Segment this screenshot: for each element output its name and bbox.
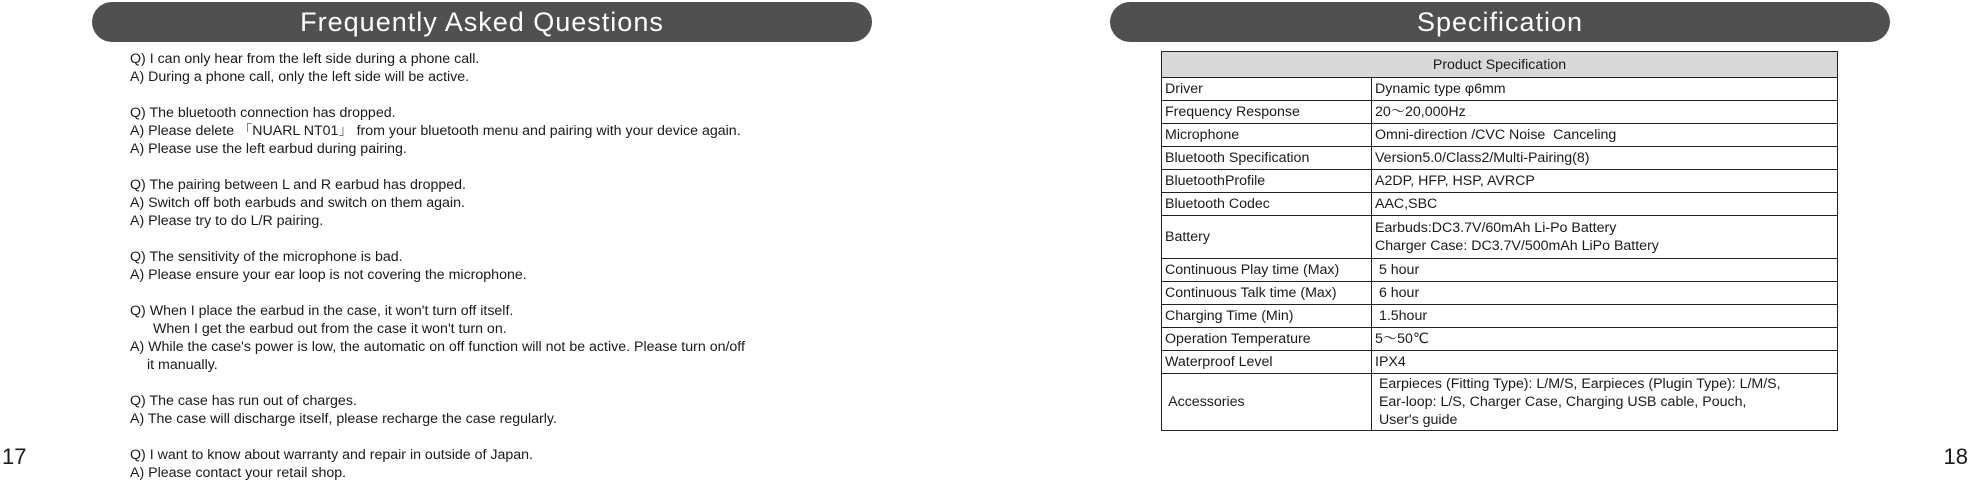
spec-value-line: 20〜20,000Hz	[1375, 104, 1466, 120]
spec-row	[1162, 374, 1838, 431]
faq-title-banner	[92, 2, 872, 42]
spec-value	[1372, 282, 1838, 305]
spec-value	[1372, 193, 1838, 216]
spec-value	[1372, 124, 1838, 147]
spec-value	[1372, 216, 1838, 259]
spec-value-line: 1.5hour	[1375, 308, 1428, 324]
faq-question: Q) The case has run out of charges.	[130, 393, 357, 409]
spec-table-header: Product Specification	[1162, 52, 1838, 78]
spec-row	[1162, 101, 1838, 124]
spec-value-line: Omni-direction /CVC Noise Canceling	[1375, 127, 1617, 143]
spec-value	[1372, 147, 1838, 170]
spec-value-line: 6 hour	[1375, 285, 1420, 301]
spec-label: Frequency Response	[1162, 101, 1372, 124]
spec-value-line: Ear-loop: L/S, Charger Case, Charging USB cable, Pouch,	[1375, 394, 1747, 410]
faq-answer: A) Please try to do L/R pairing.	[130, 213, 324, 229]
spec-row	[1162, 78, 1838, 101]
spec-value-line: User's guide	[1375, 412, 1458, 428]
spec-value-line: A2DP, HFP, HSP, AVRCP	[1375, 173, 1535, 189]
faq-item	[130, 104, 870, 158]
spec-row	[1162, 351, 1838, 374]
page-number-right: 18	[1943, 444, 1968, 469]
faq-question: Q) The bluetooth connection has dropped.	[130, 105, 396, 121]
spec-value-line: Version5.0/Class2/Multi-Pairing(8)	[1375, 150, 1590, 166]
spec-label: Waterproof Level	[1162, 351, 1372, 374]
spec-label: Bluetooth Specification	[1162, 147, 1372, 170]
faq-answer: A) Switch off both earbuds and switch on them again.	[130, 195, 465, 211]
spec-value	[1372, 78, 1838, 101]
spec-label: Operation Temperature	[1162, 328, 1372, 351]
spec-row	[1162, 193, 1838, 216]
faq-question: Q) I can only hear from the left side during a phone call.	[130, 51, 480, 67]
spec-label: Continuous Play time (Max)	[1162, 259, 1372, 282]
page-number-left: 17	[2, 444, 27, 469]
spec-label: Bluetooth Codec	[1162, 193, 1372, 216]
spec-label: Driver	[1162, 78, 1372, 101]
faq-list	[130, 50, 870, 500]
spec-row	[1162, 170, 1838, 193]
spec-value	[1372, 305, 1838, 328]
spec-label: Accessories	[1162, 374, 1372, 431]
faq-item	[130, 248, 870, 284]
spec-value-line: Charger Case: DC3.7V/500mAh LiPo Battery	[1375, 238, 1659, 254]
spec-value-line: Earbuds:DC3.7V/60mAh Li-Po Battery	[1375, 220, 1617, 236]
faq-item	[130, 392, 870, 428]
spec-value-line: Dynamic type φ6mm	[1375, 81, 1506, 97]
spec-title-banner	[1110, 2, 1890, 42]
spec-row	[1162, 216, 1838, 259]
spec-value-line: 5 hour	[1375, 262, 1420, 278]
spec-row	[1162, 124, 1838, 147]
faq-answer: A) Please contact your retail shop.	[130, 465, 347, 481]
spec-label: Continuous Talk time (Max)	[1162, 282, 1372, 305]
faq-answer: A) While the case's power is low, the automatic on off function will not be active. Please turn on/off	[130, 339, 745, 355]
faq-line: it manually.	[147, 357, 218, 373]
faq-question: Q) When I place the earbud in the case, it won't turn off itself.	[130, 303, 514, 319]
spec-row	[1162, 259, 1838, 282]
faq-title: Frequently Asked Questions	[300, 7, 664, 37]
spec-title: Specification	[1416, 7, 1584, 37]
spec-value	[1372, 101, 1838, 124]
faq-answer: A) Please delete 「NUARL NT01」 from your bluetooth menu and pairing with your device again.	[130, 123, 741, 139]
spec-table	[1161, 51, 1838, 431]
faq-item	[130, 50, 870, 86]
spec-value	[1372, 259, 1838, 282]
faq-answer: A) The case will discharge itself, please recharge the case regularly.	[130, 411, 557, 427]
spec-label: BluetoothProfile	[1162, 170, 1372, 193]
faq-item	[130, 446, 870, 482]
spec-label: Microphone	[1162, 124, 1372, 147]
spec-row	[1162, 328, 1838, 351]
spec-label: Charging Time (Min)	[1162, 305, 1372, 328]
faq-item	[130, 176, 870, 230]
faq-answer: A) During a phone call, only the left side will be active.	[130, 69, 470, 85]
spec-row	[1162, 147, 1838, 170]
faq-answer: A) Please use the left earbud during pairing.	[130, 141, 407, 157]
spec-value-line: IPX4	[1375, 354, 1406, 370]
faq-answer: A) Please ensure your ear loop is not covering the microphone.	[130, 267, 527, 283]
faq-question: Q) I want to know about warranty and repair in outside of Japan.	[130, 447, 533, 463]
spec-value-line: AAC,SBC	[1375, 196, 1438, 212]
spec-label: Battery	[1162, 216, 1372, 259]
spec-value-line: 5〜50℃	[1375, 331, 1429, 347]
spec-value	[1372, 351, 1838, 374]
faq-item	[130, 302, 870, 374]
spec-row	[1162, 305, 1838, 328]
faq-question: Q) The pairing between L and R earbud has dropped.	[130, 177, 466, 193]
spec-value-line: Earpieces (Fitting Type): L/M/S, Earpieces (Plugin Type): L/M/S,	[1375, 376, 1781, 392]
spec-value	[1372, 374, 1838, 431]
faq-line: When I get the earbud out from the case it won't turn on.	[153, 321, 507, 337]
faq-question: Q) The sensitivity of the microphone is bad.	[130, 249, 403, 265]
spec-value	[1372, 170, 1838, 193]
spec-row	[1162, 282, 1838, 305]
spec-value	[1372, 328, 1838, 351]
